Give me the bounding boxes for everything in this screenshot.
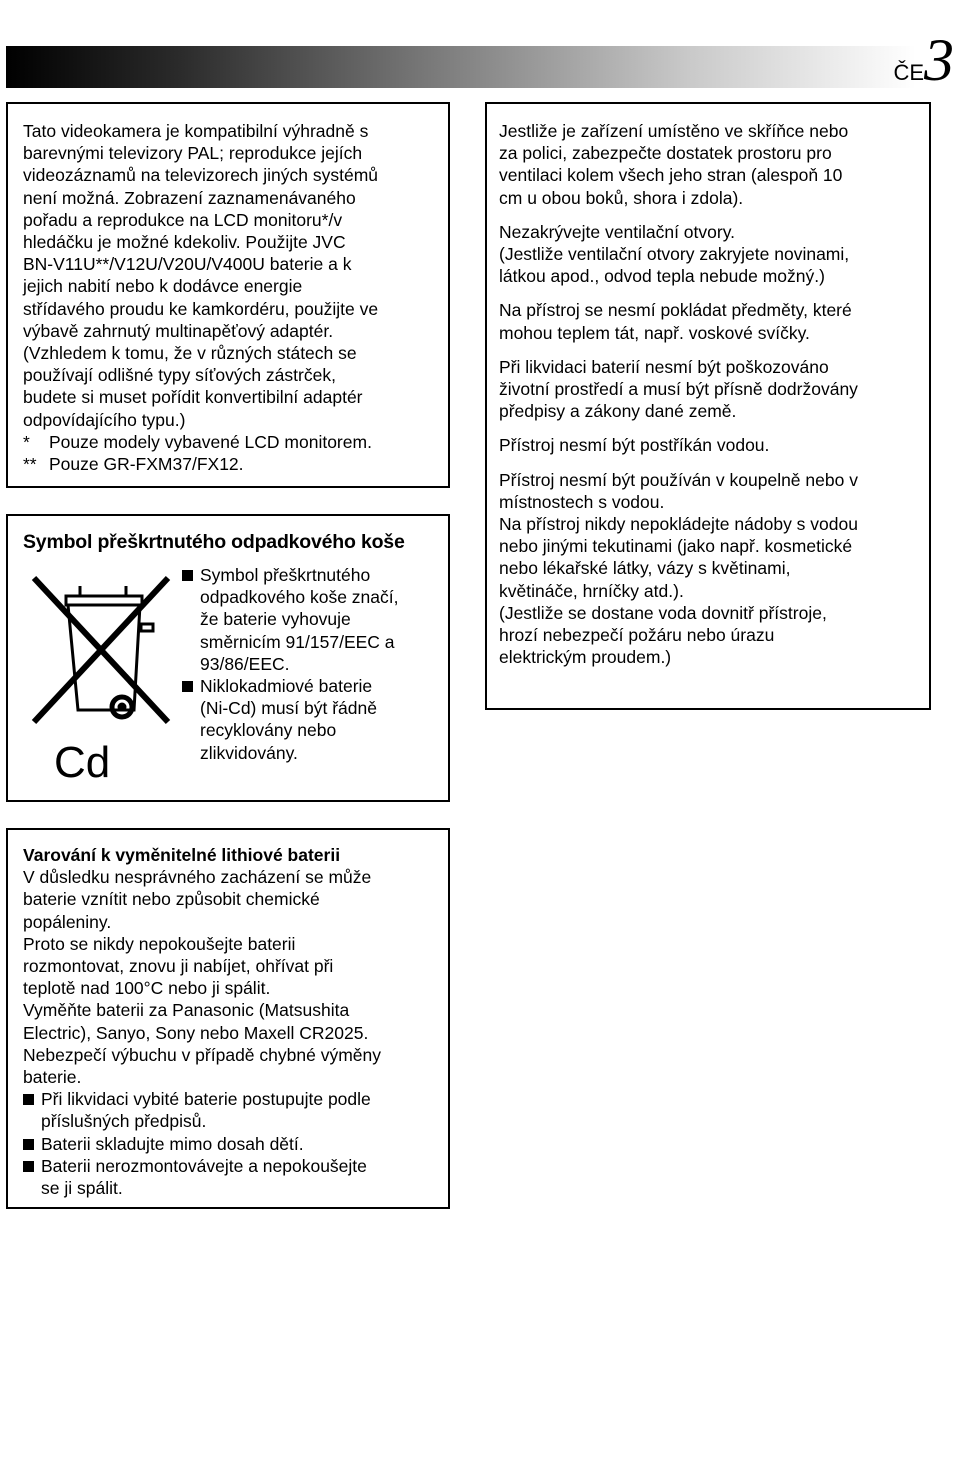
text-line: předpisy a zákony dané země. bbox=[499, 401, 737, 422]
text-line: odpadkového koše značí, bbox=[200, 587, 399, 608]
text-line: nebo lékařské látky, vázy s květinami, bbox=[499, 558, 791, 579]
bullet-item bbox=[23, 1088, 434, 1132]
text-line: budete si muset pořídit konvertibilní adaptér bbox=[23, 387, 363, 408]
text-line: recyklovány nebo bbox=[200, 720, 337, 741]
footnote-mark: ** bbox=[23, 454, 37, 475]
safety-paragraph-splash bbox=[499, 434, 917, 456]
text-line: ventilaci kolem všech jeho stran (alespoň 10 bbox=[499, 165, 843, 186]
text-line: Přístroj nesmí být postříkán vodou. bbox=[499, 435, 770, 456]
square-bullet-icon bbox=[23, 1139, 34, 1150]
section-heading: Symbol přeškrtnutého odpadkového koše bbox=[23, 531, 405, 553]
text-line: baterie vznítit nebo způsobit chemické bbox=[23, 889, 320, 910]
square-bullet-icon bbox=[23, 1094, 34, 1105]
text-line: hledáčku je možné kdekoliv. Použijte JVC bbox=[23, 232, 346, 253]
safety-paragraph-bathroom bbox=[499, 469, 917, 513]
text-line: Na přístroj se nesmí pokládat předměty, které bbox=[499, 300, 852, 321]
bullet-item bbox=[182, 564, 444, 675]
safety-paragraph-ventilation-space bbox=[499, 120, 917, 209]
footnote-text: Pouze modely vybavené LCD monitorem. bbox=[49, 431, 372, 452]
text-line: zlikvidovány. bbox=[200, 742, 298, 763]
text-line: popáleniny. bbox=[23, 911, 112, 932]
warning-heading: Varování k vyměnitelné lithiové baterii bbox=[23, 845, 341, 865]
page-number: 3 bbox=[924, 27, 954, 93]
square-bullet-icon bbox=[182, 570, 193, 581]
text-line: nebo jinými tekutinami (jako např. kosmetické bbox=[499, 536, 853, 557]
text-line: barevnými televizory PAL; reprodukce jejích bbox=[23, 143, 363, 164]
text-line: Jestliže je zařízení umístěno ve skříňce nebo bbox=[499, 121, 849, 141]
text-line: Baterii nerozmontovávejte a nepokoušejte bbox=[41, 1155, 367, 1176]
text-line: Nebezpečí výbuchu v případě chybné výměny bbox=[23, 1044, 381, 1065]
text-line: Symbol přeškrtnutého bbox=[200, 565, 371, 585]
text-line: cm u obou boků, shora i zdola). bbox=[499, 187, 744, 208]
text-line: Electric), Sanyo, Sony nebo Maxell CR2025. bbox=[23, 1022, 369, 1043]
crossed-bin-symbol-box bbox=[6, 514, 450, 802]
text-line: videozáznamů na televizorech jiných systémů bbox=[23, 165, 379, 186]
text-line: střídavého proudu ke kamkordéru, použijte ve bbox=[23, 298, 379, 319]
text-line: že baterie vyhovuje bbox=[200, 609, 351, 630]
text-line: 93/86/EEC. bbox=[200, 653, 290, 674]
symbol-bullet-list bbox=[182, 564, 444, 764]
text-line: místnostech s vodou. bbox=[499, 491, 665, 512]
cd-label: Cd bbox=[54, 738, 111, 787]
text-line: V důsledku nesprávného zacházení se může bbox=[23, 867, 372, 888]
safety-paragraph-vents bbox=[499, 221, 917, 288]
footnote-models bbox=[23, 453, 434, 475]
text-line: se ji spálit. bbox=[41, 1178, 123, 1199]
text-line: Při likvidaci baterií nesmí být poškozováno bbox=[499, 356, 829, 377]
page-identifier bbox=[893, 27, 954, 93]
text-line: Baterii skladujte mimo dosah dětí. bbox=[41, 1133, 304, 1154]
footnote-lcd bbox=[23, 431, 434, 453]
text-line: květináče, hrníčky atd.). bbox=[499, 580, 684, 601]
text-line: rozmontovat, znovu ji nabíjet, ohřívat při bbox=[23, 956, 334, 977]
text-line: BN-V11U**/V12U/V20U/V400U baterie a k bbox=[23, 254, 352, 275]
text-line: Při likvidaci vybité baterie postupujte podle bbox=[41, 1089, 371, 1110]
text-line: Na přístroj nikdy nepokládejte nádoby s vodou bbox=[499, 514, 858, 535]
bullet-item bbox=[23, 1155, 434, 1199]
text-line: používají odlišné typy síťových zástrček, bbox=[23, 365, 336, 386]
compatibility-notice-box bbox=[6, 102, 450, 488]
safety-paragraph-battery-disposal bbox=[499, 356, 917, 423]
text-line: Vyměňte baterii za Panasonic (Matsushita bbox=[23, 1000, 350, 1021]
bullet-item bbox=[182, 675, 444, 764]
text-line: Tato videokamera je kompatibilní výhradně s bbox=[23, 121, 369, 141]
safety-paragraph-liquids bbox=[499, 513, 917, 602]
text-line: příslušných předpisů. bbox=[41, 1111, 207, 1132]
text-line: mohou teplem tát, např. voskové svíčky. bbox=[499, 322, 810, 343]
text-line: (Jestliže se dostane voda dovnitř přístroje, bbox=[499, 602, 827, 623]
safety-paragraph-candles bbox=[499, 299, 917, 343]
text-line: (Vzhledem k tomu, že v různých státech se bbox=[23, 343, 357, 364]
text-line: Přístroj nesmí být používán v koupelně nebo v bbox=[499, 469, 858, 490]
text-line: pořadu a reprodukce na LCD monitoru*/v bbox=[23, 209, 343, 230]
text-line: životní prostředí a musí být přísně dodržovány bbox=[499, 379, 858, 400]
text-line: odpovídajícího typu.) bbox=[23, 409, 186, 430]
text-line: (Ni-Cd) musí být řádně bbox=[200, 698, 377, 719]
footnote-text: Pouze GR-FXM37/FX12. bbox=[49, 454, 244, 475]
safety-instructions-box bbox=[485, 102, 931, 710]
text-line: není možná. Zobrazení zaznamenávaného bbox=[23, 187, 356, 208]
text-line: elektrickým proudem.) bbox=[499, 647, 672, 668]
text-line: baterie. bbox=[23, 1067, 82, 1088]
language-code: ČE bbox=[893, 60, 924, 85]
lithium-battery-warning-box bbox=[6, 828, 450, 1209]
bullet-item bbox=[23, 1133, 434, 1155]
text-line: Proto se nikdy nepokoušejte baterii bbox=[23, 933, 296, 954]
text-line: za polici, zabezpečte dostatek prostoru pro bbox=[499, 143, 832, 164]
square-bullet-icon bbox=[182, 681, 193, 692]
text-line: směrnicím 91/157/EEC a bbox=[200, 631, 395, 652]
footnote-mark: * bbox=[23, 431, 30, 452]
safety-paragraph-water-inside bbox=[499, 602, 917, 669]
text-line: Nezakrývejte ventilační otvory. bbox=[499, 221, 736, 242]
text-line: jejich nabití nebo k dodávce energie bbox=[23, 276, 303, 297]
text-line: hrozí nebezpečí požáru nebo úrazu bbox=[499, 625, 775, 646]
text-line: teplotě nad 100°C nebo ji spálit. bbox=[23, 978, 271, 999]
text-line: látkou apod., odvod tepla nebude možný.) bbox=[499, 266, 825, 287]
crossed-out-wheelie-bin-icon bbox=[28, 572, 178, 806]
compatibility-text bbox=[23, 120, 434, 431]
text-line: (Jestliže ventilační otvory zakryjete novinami, bbox=[499, 244, 850, 265]
square-bullet-icon bbox=[23, 1161, 34, 1172]
header-gradient-bar bbox=[6, 46, 954, 88]
text-line: výbavě zahrnutý multinapěťový adaptér. bbox=[23, 320, 334, 341]
text-line: Niklokadmiové baterie bbox=[200, 676, 373, 697]
